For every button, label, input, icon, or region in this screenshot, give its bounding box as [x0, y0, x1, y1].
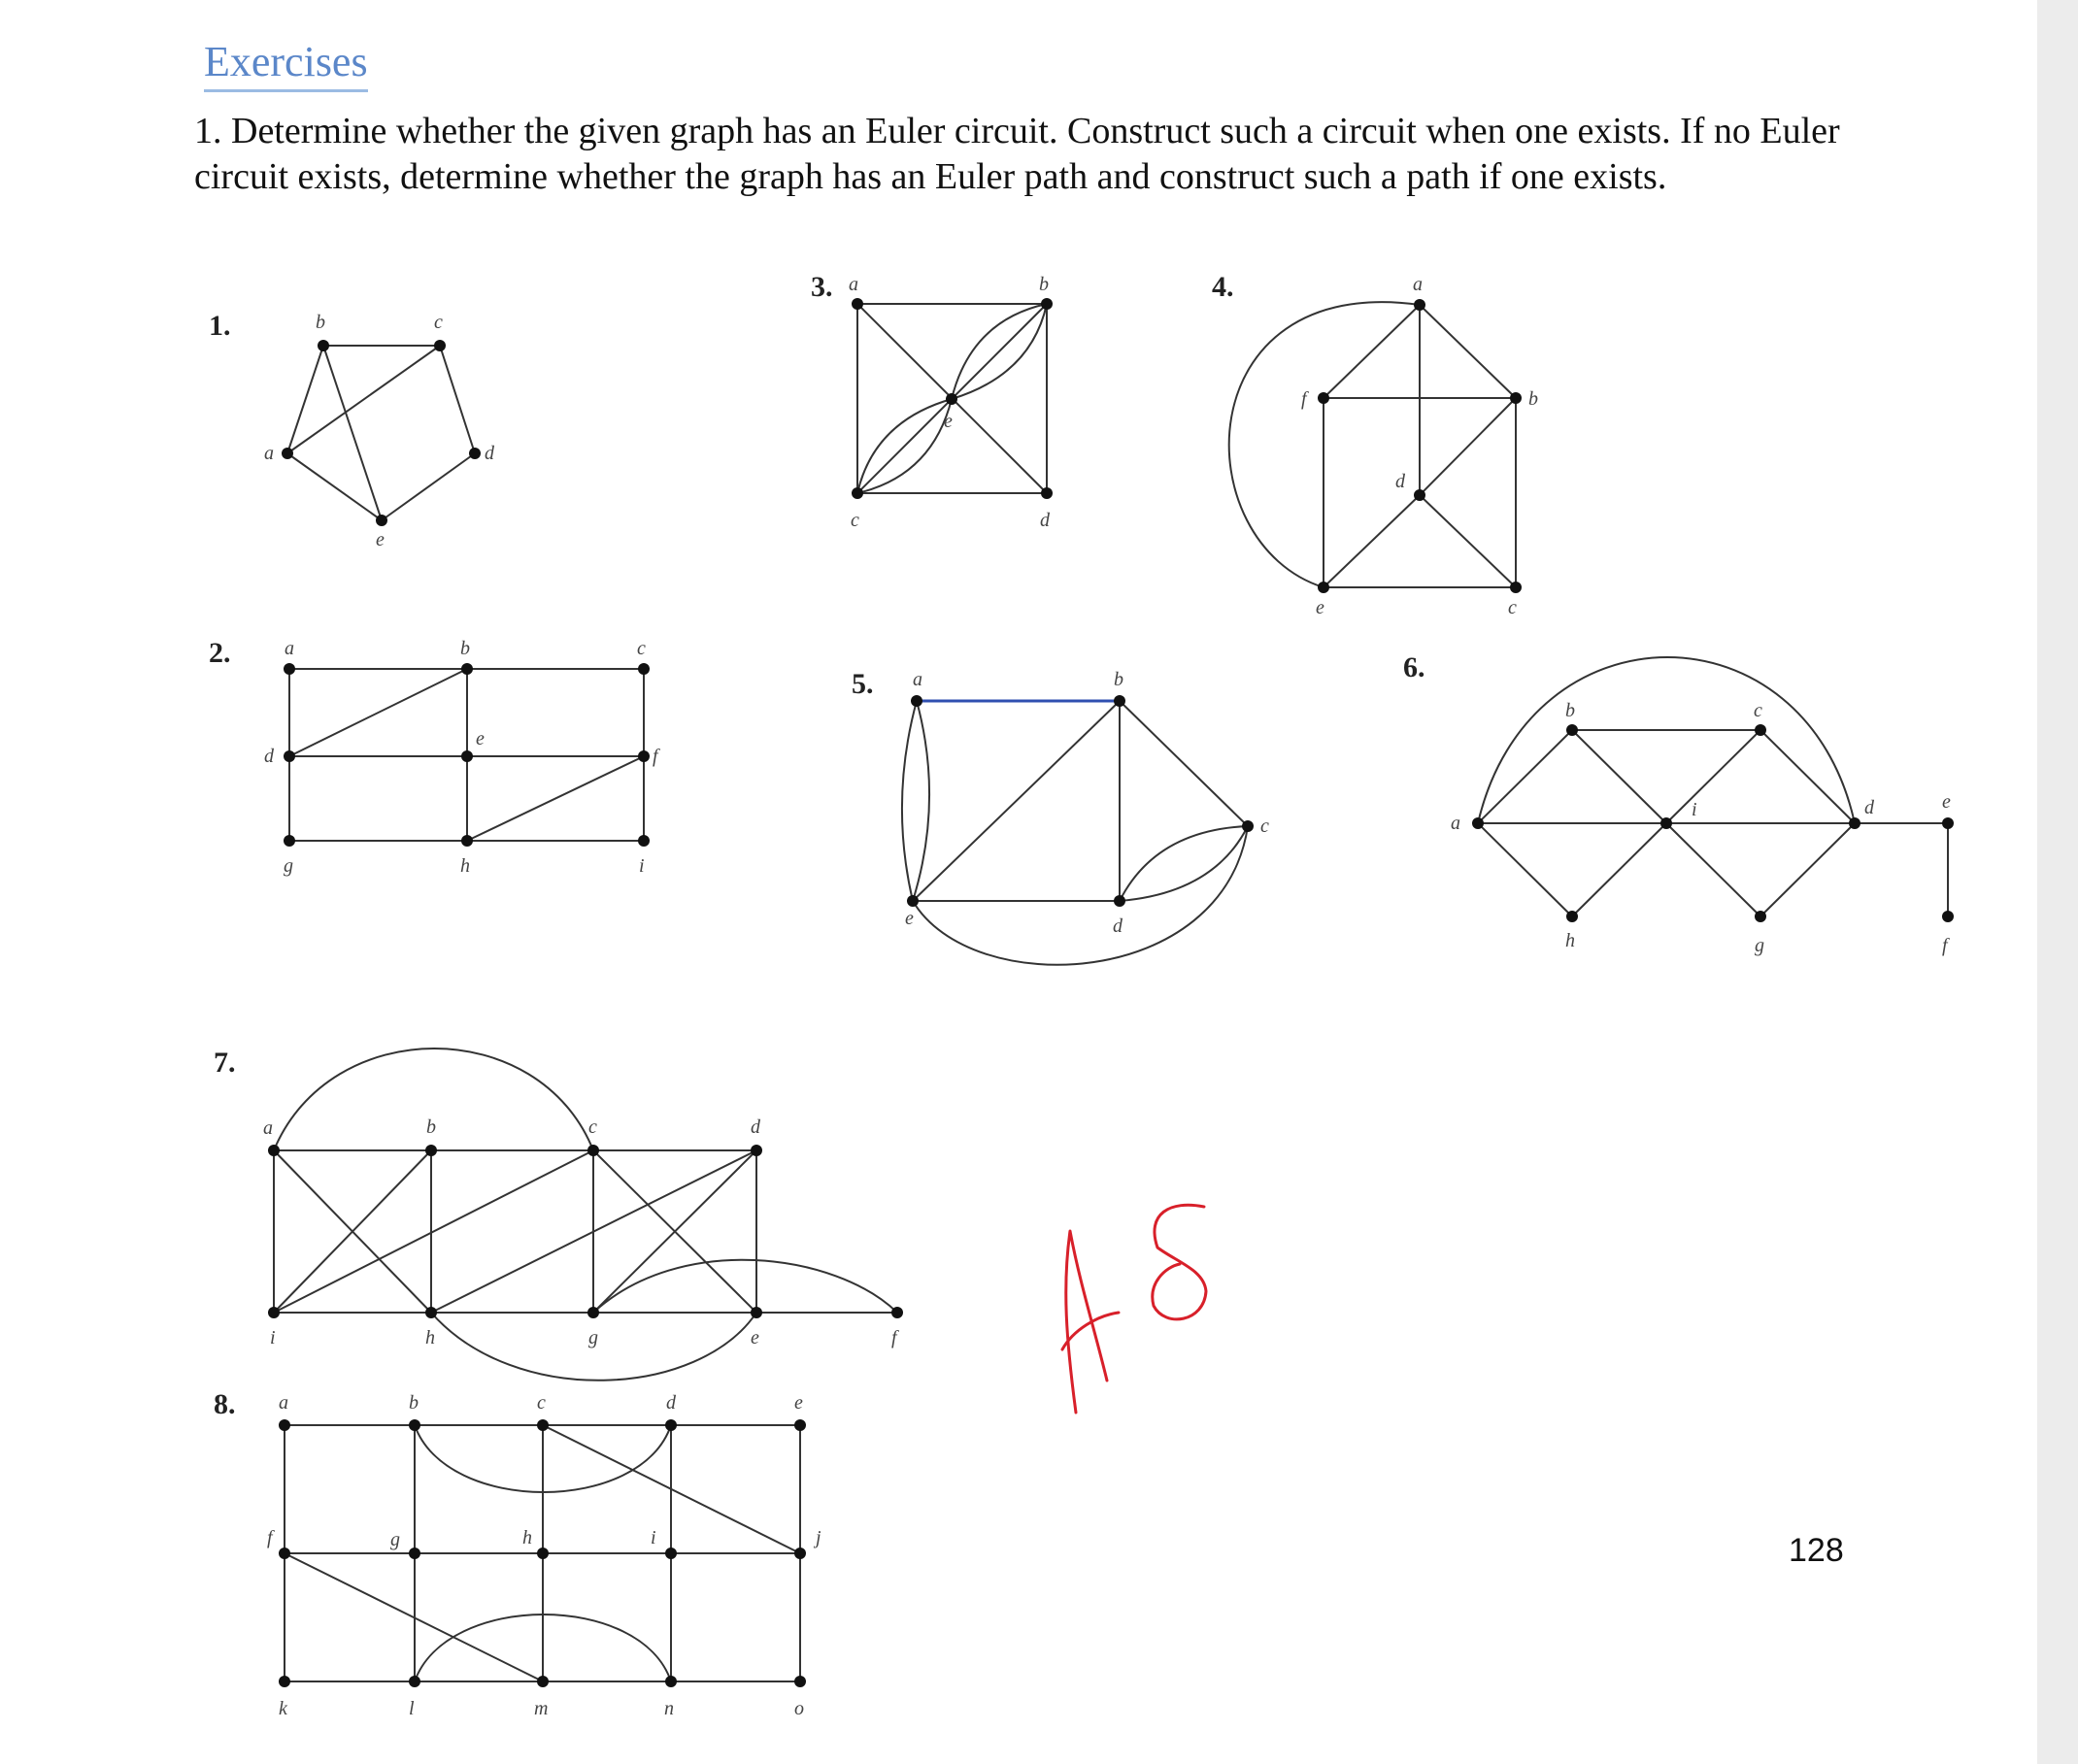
vertex-label: d — [485, 443, 494, 464]
vertex-label: e — [1942, 791, 1951, 813]
vertex-label: a — [285, 638, 294, 659]
vertex-label: b — [460, 638, 470, 659]
vertex-label: d — [1040, 510, 1050, 531]
graph-3 — [849, 274, 1053, 531]
vertex-label: a — [263, 1117, 273, 1139]
vertex-label: f — [1942, 935, 1948, 956]
vertex-label: c — [537, 1392, 546, 1414]
vertex-label: k — [279, 1698, 287, 1719]
graph-8 — [267, 1392, 821, 1719]
vertex-label: e — [376, 529, 385, 550]
vertex-label: a — [264, 443, 274, 464]
vertex-label: b — [1039, 274, 1049, 295]
vertex-label: g — [1755, 935, 1764, 956]
vertex-label: g — [390, 1529, 400, 1550]
figure-number-5: 5. — [852, 668, 874, 700]
vertex-label: e — [905, 908, 914, 929]
vertex-label: i — [1692, 799, 1697, 820]
figure-number-8: 8. — [214, 1388, 236, 1420]
vertex-label: g — [284, 855, 293, 877]
vertex-label: c — [1260, 815, 1269, 837]
vertex-label: d — [666, 1392, 676, 1414]
figure-number-6: 6. — [1403, 651, 1425, 683]
vertex-label: h — [522, 1527, 532, 1548]
vertex-label: o — [794, 1698, 804, 1719]
vertex-label: g — [588, 1327, 598, 1348]
vertex-label: l — [409, 1698, 415, 1719]
vertex-label: e — [944, 411, 953, 432]
vertex-label: a — [849, 274, 858, 295]
vertex-label: a — [1413, 274, 1423, 295]
vertex-label: b — [1114, 669, 1123, 690]
vertex-label: c — [637, 638, 646, 659]
vertex-label: f — [653, 746, 658, 767]
vertex-label: c — [1508, 597, 1517, 618]
vertex-label: c — [588, 1116, 597, 1138]
vertex-label: d — [1395, 471, 1405, 492]
graph-5 — [902, 669, 1269, 965]
figure-number-7: 7. — [214, 1047, 236, 1079]
vertex-label: d — [1113, 915, 1123, 937]
section-heading: Exercises — [204, 39, 368, 92]
vertex-label: h — [425, 1327, 435, 1348]
vertex-label: h — [1565, 930, 1575, 951]
vertex-label: f — [1301, 388, 1307, 410]
vertex-label: e — [794, 1392, 803, 1414]
graph-2 — [264, 638, 660, 877]
graph-1 — [264, 312, 495, 550]
vertex-label: f — [267, 1527, 273, 1548]
vertex-label: n — [664, 1698, 674, 1719]
figure-number-1: 1. — [209, 310, 231, 342]
vertex-label: c — [851, 510, 859, 531]
graph-7 — [263, 1048, 903, 1381]
graph-4 — [1229, 274, 1538, 618]
vertex-label: b — [409, 1392, 419, 1414]
figure-number-2: 2. — [209, 637, 231, 669]
problem-statement: 1. Determine whether the given graph has an Euler circuit. Construct such a circuit when one exists. If no Euler circuit exists, determine whether the graph has an Euler path and construct such a path if one exists. — [194, 111, 1840, 197]
figure-number-3: 3. — [811, 271, 833, 303]
vertex-label: b — [426, 1116, 436, 1138]
vertex-label: c — [434, 312, 443, 333]
vertex-label: e — [1316, 597, 1324, 618]
vertex-label: f — [891, 1327, 897, 1348]
vertex-label: b — [1528, 388, 1538, 410]
vertex-label: i — [270, 1327, 276, 1348]
page-number: 128 — [1789, 1532, 1844, 1569]
vertex-label: d — [1864, 797, 1874, 818]
vertex-label: d — [264, 746, 274, 767]
vertex-label: c — [1754, 700, 1762, 721]
vertex-label: e — [476, 728, 485, 749]
vertex-label: j — [816, 1527, 821, 1548]
vertex-label: a — [279, 1392, 288, 1414]
vertex-label: b — [1565, 700, 1575, 721]
vertex-label: i — [639, 855, 645, 877]
vertex-label: b — [316, 312, 325, 333]
vertex-label: a — [1451, 813, 1460, 834]
vertex-label: h — [460, 855, 470, 877]
graph-6 — [1451, 657, 1954, 956]
vertex-label: e — [751, 1327, 759, 1348]
vertex-label: a — [913, 669, 922, 690]
vertex-label: i — [651, 1527, 656, 1548]
handwritten-initials — [1062, 1205, 1206, 1413]
vertex-label: d — [751, 1116, 760, 1138]
vertex-label: m — [534, 1698, 549, 1719]
figure-number-4: 4. — [1212, 271, 1234, 303]
